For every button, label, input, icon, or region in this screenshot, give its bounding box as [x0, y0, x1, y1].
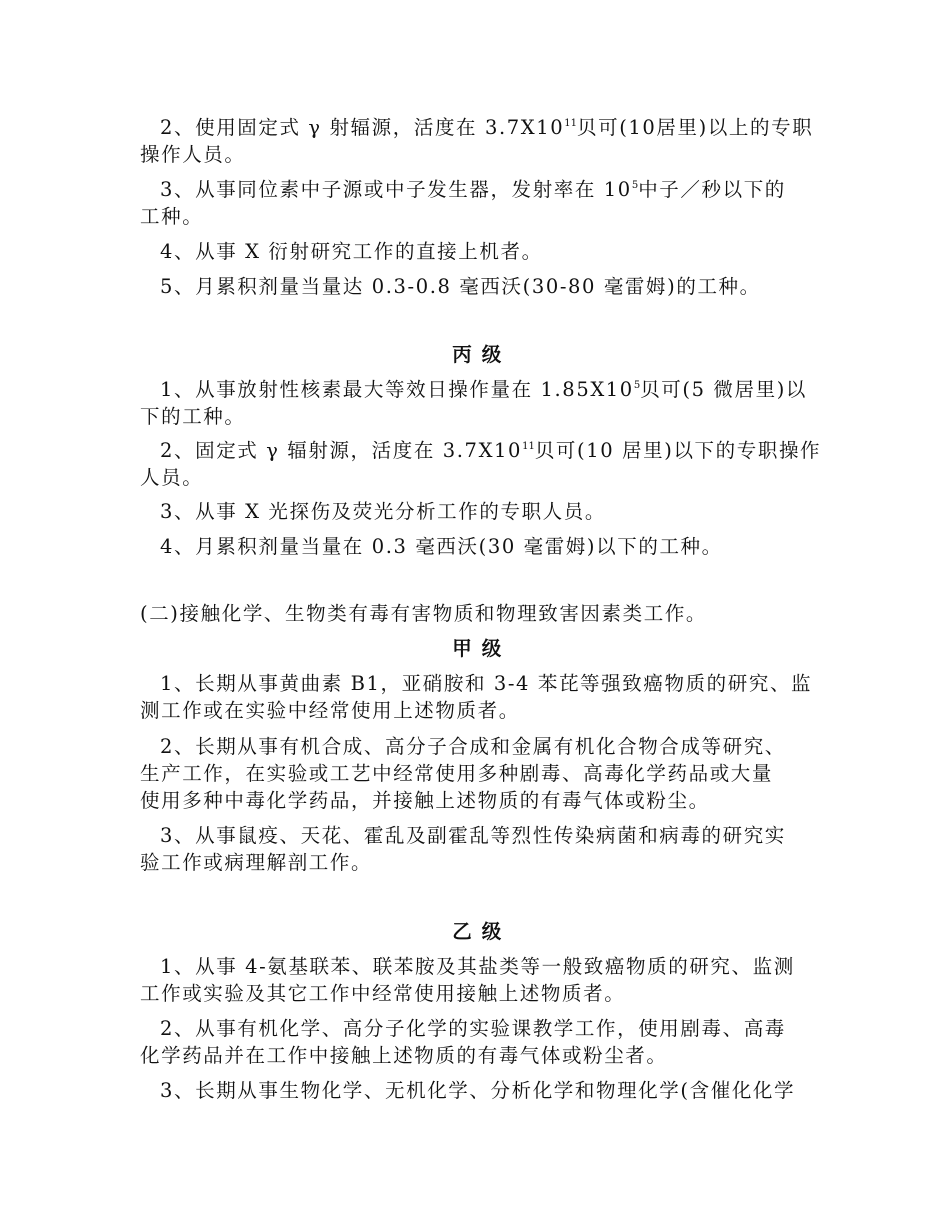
text-line: 3、从事鼠疫、天花、霍乱及副霍乱等烈性传染病菌和病毒的研究实 — [160, 824, 786, 847]
paragraph-yi-prev-2 — [140, 114, 815, 168]
text-line: 化学药品并在工作中接触上述物质的有毒气体或粉尘者。 — [140, 1044, 668, 1067]
text-line: 操作人员。 — [140, 143, 246, 166]
paragraph-yi-prev-5 — [140, 273, 815, 300]
text-line: 生产工作，在实验或工艺中经常使用多种剧毒、高毒化学药品或大量 — [140, 762, 774, 785]
text-line: 人员。 — [140, 466, 204, 489]
text-line: 4、从事 X 衍射研究工作的直接上机者。 — [160, 240, 543, 263]
text-line: 4、月累积剂量当量在 0.3 毫西沃(30 毫雷姆)以下的工种。 — [160, 535, 723, 558]
superscript: 11 — [564, 118, 577, 129]
superscript: 5 — [633, 380, 641, 391]
text-line: 使用多种中毒化学药品，并接触上述物质的有毒气体或粉尘。 — [140, 789, 710, 812]
text-line: 测工作或在实验中经常使用上述物质者。 — [140, 699, 520, 722]
heading-jia: 甲 级 — [452, 637, 503, 660]
paragraph-bing-2 — [140, 437, 822, 491]
superscript: 5 — [631, 180, 639, 191]
paragraph-yi-1 — [140, 953, 815, 1007]
text-line: 工作或实验及其它工作中经常使用接触上述物质者。 — [140, 982, 626, 1005]
text-line: 工种。 — [140, 205, 204, 228]
text-line: 3、长期从事生物化学、无机化学、分析化学和物理化学(含催化化学 — [160, 1079, 796, 1102]
text-segment: 贝可(10居里)以上的专职 — [577, 116, 814, 139]
heading-yi: 乙 级 — [452, 920, 503, 943]
paragraph-yi-3 — [140, 1077, 815, 1104]
text-segment: 贝可(5 微居里)以 — [640, 378, 808, 401]
paragraph-bing-1 — [140, 376, 815, 430]
text-segment: 2、固定式 γ 辐射源，活度在 3.7X10 — [160, 439, 523, 462]
text-line: 1、从事 4-氨基联苯、联苯胺及其盐类等一般致癌物质的研究、监测 — [160, 955, 795, 978]
text-segment: 贝可(10 居里)以下的专职操作 — [534, 439, 822, 462]
text-segment: 中子／秒以下的 — [638, 178, 786, 201]
text-line: 下的工种。 — [140, 405, 246, 428]
text-line: 2、从事有机化学、高分子化学的实验课教学工作，使用剧毒、高毒 — [160, 1017, 786, 1040]
text-line: 5、月累积剂量当量达 0.3-0.8 毫西沃(30-80 毫雷姆)的工种。 — [160, 275, 761, 298]
text-segment: 3、从事同位素中子源或中子发生器，发射率在 10 — [160, 178, 632, 201]
text-line: 1、长期从事黄曲素 B1，亚硝胺和 3-4 苯芘等强致癌物质的研究、监 — [160, 672, 813, 695]
paragraph-jia-2 — [140, 733, 815, 814]
text-line: 2、长期从事有机合成、高分子合成和金属有机化合物合成等研究、 — [160, 735, 786, 758]
paragraph-yi-prev-3 — [140, 176, 815, 230]
text-line: 3、从事 X 光探伤及荧光分析工作的专职人员。 — [160, 500, 606, 523]
text-segment: 1、从事放射性核素最大等效日操作量在 1.85X10 — [160, 378, 634, 401]
section-title: (二)接触化学、生物类有毒有害物质和物理致害因素类工作。 — [140, 602, 708, 625]
text-segment: 2、使用固定式 γ 射辐源，活度在 3.7X10 — [160, 116, 565, 139]
text-line: 验工作或病理解剖工作。 — [140, 851, 373, 874]
superscript: 11 — [522, 441, 535, 452]
paragraph-bing-3 — [140, 498, 815, 525]
paragraph-yi-prev-4 — [140, 238, 815, 265]
paragraph-yi-2 — [140, 1015, 815, 1069]
paragraph-bing-4 — [140, 533, 815, 560]
paragraph-jia-1 — [140, 670, 815, 724]
heading-bing: 丙 级 — [452, 343, 503, 366]
paragraph-jia-3 — [140, 822, 815, 876]
